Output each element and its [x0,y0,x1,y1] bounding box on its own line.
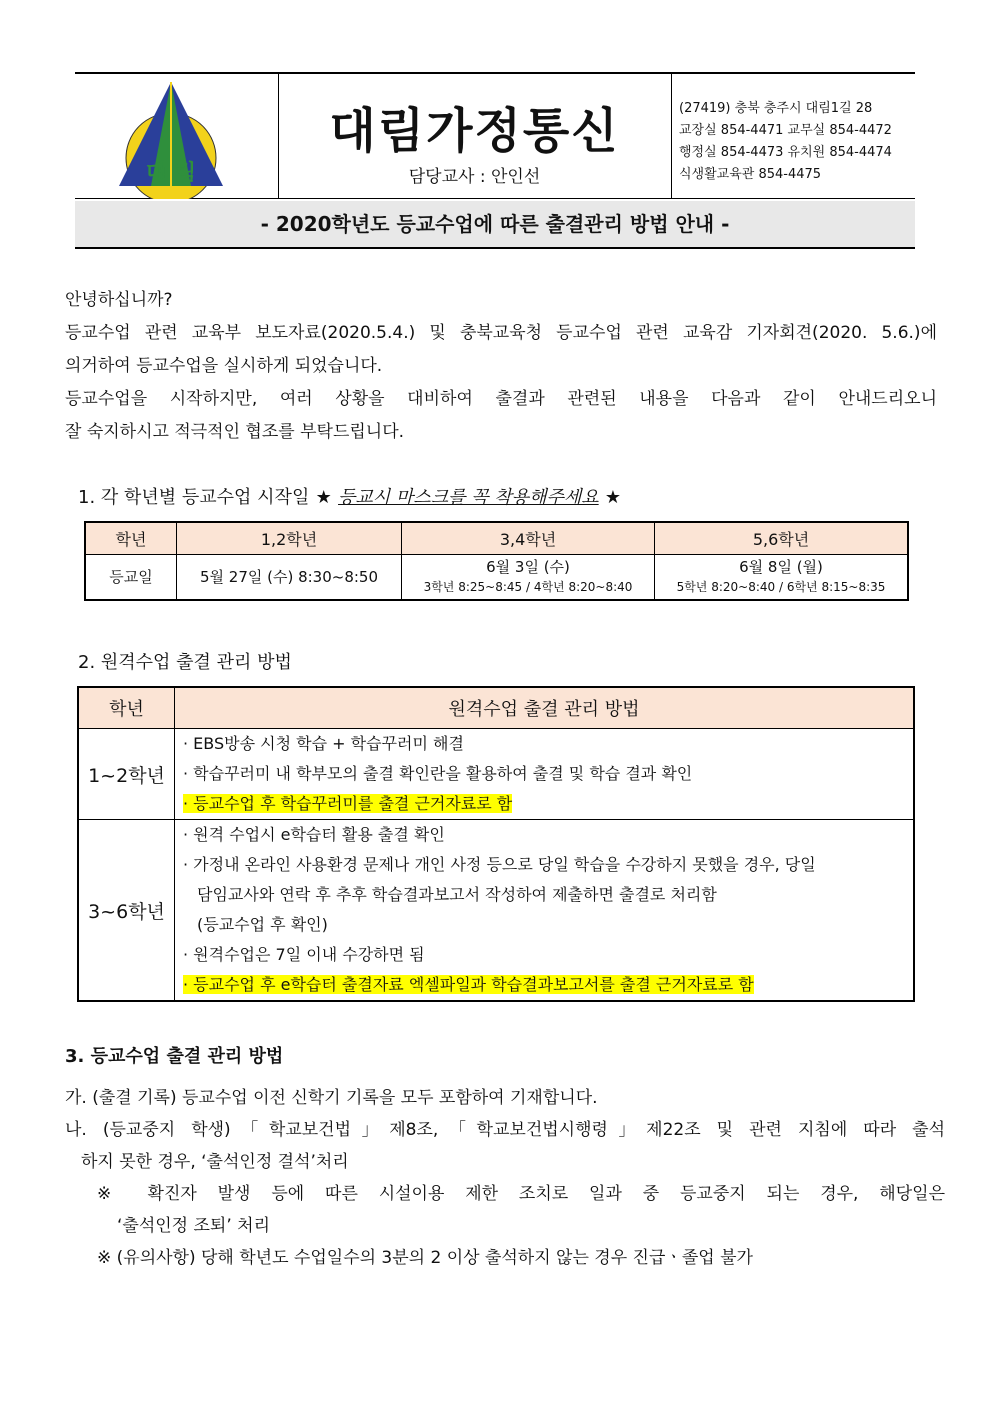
mask-notice: 등교시 마스크를 꼭 착용해주세요 [338,487,599,508]
logo-cell [75,74,279,199]
note-line: ※ 확진자 발생 등에 따른 시설이용 제한 조치로 일과 중 등교중지 되는 경우, 해당일은 [97,1184,945,1204]
logo-text: 대 림 [145,161,197,186]
table-row [78,729,914,820]
table-header: 3,4학년 [402,522,655,555]
header-box [75,72,915,199]
method-item: 담임교사와 연락 후 추후 학습결과보고서 작성하여 제출하면 출결로 처리함 [197,885,717,904]
table-cell [402,555,655,601]
cell-time: 5학년 8:20~8:40 / 6학년 8:15~8:35 [676,580,886,594]
table-header: 학년 [85,522,177,555]
intro-line: 등교수업 관련 교육부 보도자료(2020.5.4.) 및 충북교육청 등교수업 관련 교육감 기자회견(2020. 5.6.)에 [65,323,937,343]
note-line: ‘출석인정 조퇴’ 처리 [117,1216,270,1236]
start-date-table [84,521,909,601]
method-item: · 가정내 온라인 사용환경 문제나 개인 사정 등으로 당일 학습을 수강하지 못했을 경우, 당일 [183,855,816,874]
table-header: 원격수업 출결 관리 방법 [175,687,915,729]
method-item: (등교수업 후 확인) [197,915,328,934]
method-cell [175,729,915,820]
table-header-row [78,687,914,729]
subtitle-bar: - 2020학년도 등교수업에 따른 출결관리 방법 안내 - [75,201,915,249]
row-label: 등교일 [85,555,177,601]
table-header: 학년 [78,687,175,729]
teacher-name: 담당교사 : 안인선 [408,167,541,187]
table-cell [655,555,909,601]
intro-line: 잘 숙지하시고 적극적인 협조를 부탁드립니다. [65,422,405,442]
method-item: · 원격수업은 7일 이내 수강하면 됨 [183,945,425,964]
section2-title: 2. 원격수업 출결 관리 방법 [78,652,292,673]
grade-cell: 3~6학년 [78,820,175,1002]
method-item: · 원격 수업시 e학습터 활용 출결 확인 [183,825,445,844]
rule-line: 하지 못한 경우, ‘출석인정 결석’처리 [81,1152,349,1172]
phone-line: 행정실 854-4473 유치원 854-4474 [679,145,892,160]
cell-date: 6월 3일 (수) [486,558,570,576]
star-icon: ★ [315,487,332,508]
school-logo [75,74,278,199]
intro-text [65,284,937,449]
address-block [679,98,892,186]
table-header-row [85,522,908,555]
cell-date: 6월 8일 (월) [739,558,823,576]
rule-line: 가. (출결 기록) 등교수업 이전 신학기 기록을 모두 포함하여 기재합니다. [65,1088,598,1108]
remote-attendance-table [77,686,915,1002]
method-item: · EBS방송 시청 학습 + 학습꾸러미 해결 [183,734,464,753]
title-cell [278,74,672,199]
table-row [78,820,914,1002]
highlighted-item: · 등교수업 후 학습꾸러미를 출결 근거자료로 함 [183,794,513,813]
section3-title: 3. 등교수업 출결 관리 방법 [65,1046,284,1067]
table-header: 5,6학년 [655,522,909,555]
cell-time: 3학년 8:25~8:45 / 4학년 8:20~8:40 [423,580,633,594]
section3-body [65,1082,945,1274]
table-cell: 5월 27일 (수) 8:30~8:50 [177,555,402,601]
address-cell [671,74,915,199]
address-line: (27419) 충북 충주시 대림1길 28 [679,101,873,116]
phone-line: 교장실 854-4471 교무실 854-4472 [679,123,892,138]
greeting: 안녕하십니까? [65,290,173,310]
table-header: 1,2학년 [177,522,402,555]
table-row [85,555,908,601]
method-cell [175,820,915,1002]
newsletter-title: 대림가정통신 [329,103,620,159]
intro-line: 등교수업을 시작하지만, 여러 상황을 대비하여 출결과 관련된 내용을 다음과 같이 안내드리오니 [65,389,937,409]
section1-title-row [78,483,621,509]
section1-title: 1. 각 학년별 등교수업 시작일 [78,487,310,508]
highlighted-item: · 등교수업 후 e학습터 출결자료 엑셀파일과 학습결과보고서를 출결 근거자료로 함 [183,975,754,994]
intro-line: 의거하여 등교수업을 실시하게 되었습니다. [65,356,383,376]
note-line: ※ (유의사항) 당해 학년도 수업일수의 3분의 2 이상 출석하지 않는 경우 진급ㆍ졸업 불가 [97,1248,753,1268]
phone-line: 식생활교육관 854-4475 [679,167,822,182]
star-icon: ★ [604,487,622,508]
grade-cell: 1~2학년 [78,729,175,820]
method-item: · 학습꾸러미 내 학부모의 출결 확인란을 활용하여 출결 및 학습 결과 확인 [183,764,693,783]
rule-line: 나. (등교중지 학생)「학교보건법」제8조,「학교보건법시행령」제22조 및 관련 지침에 따라 출석 [65,1120,945,1140]
